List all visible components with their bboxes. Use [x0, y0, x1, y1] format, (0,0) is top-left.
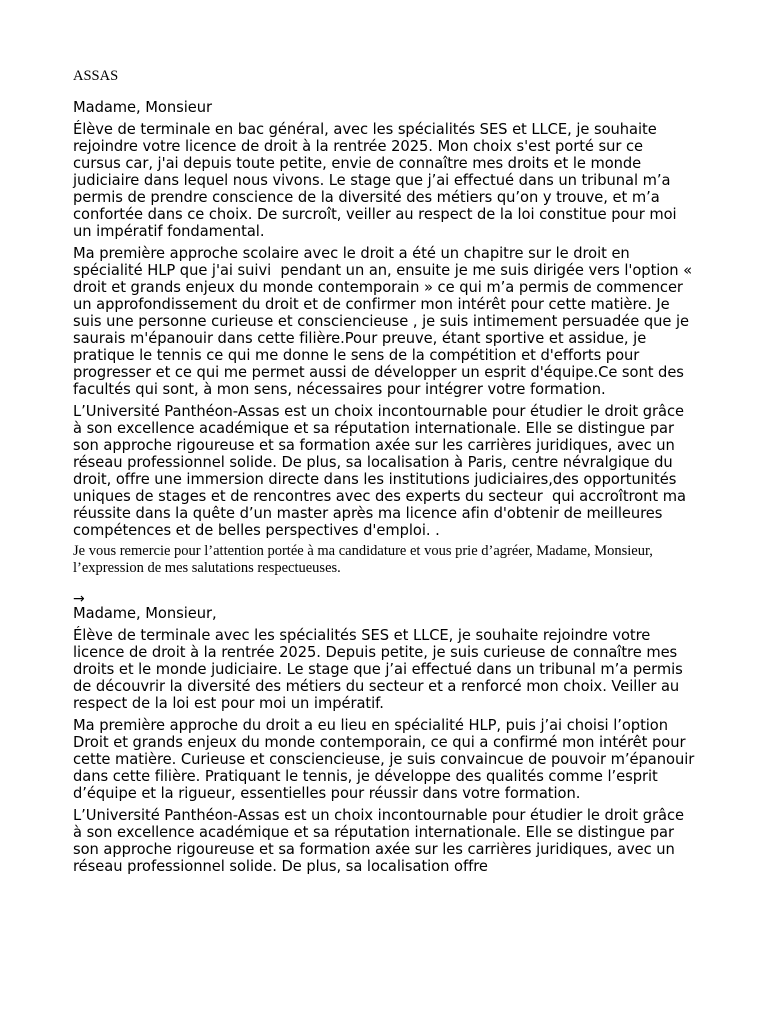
- paragraph-1-1: Élève de terminale en bac général, avec les spécialités SES et LLCE, je souhaite rejoindre votre licence de droit à la rentrée 2025. Mon choix s'est porté sur ce cursus car, j'ai depuis toute petite, envie de connaître mes droits et le monde judiciaire dans lequel nous vivons. Le stage que j’ai effectué dans un tribunal m’a permis de prendre conscience de la diversité des métiers qu’on y trouve, et m’a confortée dans ce choix. De surcroît, veiller au respect de la loi constitue pour moi un impératif fondamental.: [73, 120, 682, 240]
- paragraph-1-3: L’Université Panthéon-Assas est un choix incontournable pour étudier le droit grâce à son excellence académique et sa réputation internationale. Elle se distingue par son approche rigoureuse et sa formation axée sur les carrières juridiques, avec un réseau professionnel solide. De plus, sa localisation à Paris, centre névralgique du droit, offre une immersion directe dans les institutions judiciaires,des opportunités uniques de stages et de rencontres avec des experts du secteur qui accroîtront ma réussite dans la quête d’un master après ma licence afin d'obtenir de meilleures compétences et de belles perspectives d'emploi. .: [73, 402, 691, 539]
- closing-paragraph: Je vous remercie pour l’attention portée à ma candidature et vous prie d’agréer, Madame, Monsieur, l’expression de mes salutations respectueuses.: [73, 542, 657, 577]
- arrow-separator: →: [73, 590, 85, 607]
- paragraph-2-2: Ma première approche du droit a eu lieu en spécialité HLP, puis j’ai choisi l’option Droit et grands enjeux du monde contemporain, ce qui a confirmé mon intérêt pour cette matière. Curieuse et consciencieuse, je suis convaincue de pouvoir m’épanouir dans cette filière. Pratiquant le tennis, je développe des qualités comme l’esprit d’équipe et la rigueur, essentielles pour réussir dans votre formation.: [73, 716, 699, 802]
- document-title: ASSAS: [73, 68, 119, 84]
- salutation-1: Madame, Monsieur: [73, 98, 212, 116]
- salutation-2: Madame, Monsieur,: [73, 604, 217, 622]
- paragraph-2-3: L’Université Panthéon-Assas est un choix incontournable pour étudier le droit grâce à son excellence académique et sa réputation internationale. Elle se distingue par son approche rigoureuse et sa formation axée sur les carrières juridiques, avec un réseau professionnel solide. De plus, sa localisation offre: [73, 806, 689, 875]
- document-page: [73, 68, 699, 875]
- paragraph-1-2: Ma première approche scolaire avec le droit a été un chapitre sur le droit en spécialité HLP que j'ai suivi pendant un an, ensuite je me suis dirigée vers l'option « droit et grands enjeux du monde contemporain » ce qui m’a permis de commencer un approfondissement du droit et de confirmer mon intérêt pour cette matière. Je suis une personne curieuse et consciencieuse , je suis intimement persuadée que je saurais m'épanouir dans cette filière.Pour preuve, étant sportive et assidue, je pratique le tennis ce qui me donne le sens de la compétition et d'efforts pour progresser et ce qui me permet aussi de développer un esprit d'équipe.Ce sont des facultés qui sont, à mon sens, nécessaires pour intégrer votre formation.: [73, 244, 697, 398]
- paragraph-2-1: Élève de terminale avec les spécialités SES et LLCE, je souhaite rejoindre votre licence de droit à la rentrée 2025. Depuis petite, je suis curieuse de connaître mes droits et le monde judiciaire. Le stage que j’ai effectué dans un tribunal m’a permis de découvrir la diversité des métiers du secteur et a renforcé mon choix. Veiller au respect de la loi est pour moi un impératif.: [73, 626, 688, 712]
